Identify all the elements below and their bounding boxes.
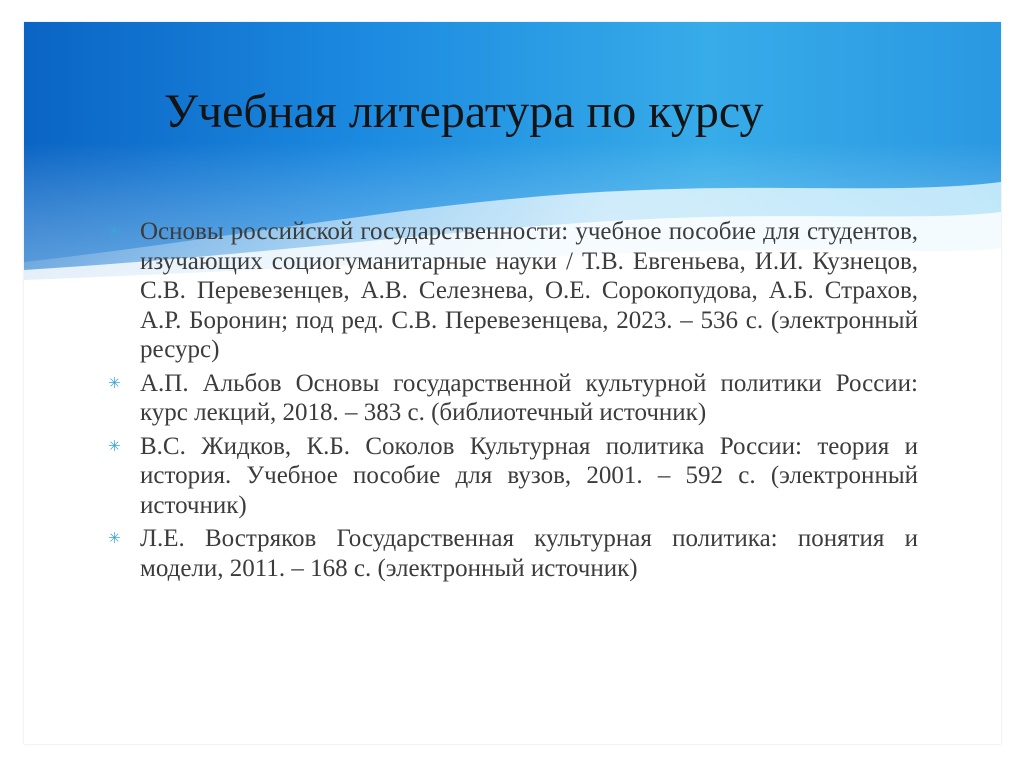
asterisk-bullet-icon: ✳ <box>108 529 121 547</box>
list-item <box>108 524 918 583</box>
asterisk-bullet-icon: ✳ <box>108 373 121 392</box>
list-item-text: Л.Е. Востряков Государственная культурная политика: понятия и модели, 2011. – 168 с. (электронный источник) <box>140 525 918 582</box>
list-item-text: Основы российской государственности: учебное пособие для студентов, изучающих социогуманитарные науки / Т.В. Евгеньева, И.И. Кузнецов, С.В. Перевезенцев, А.В. Селезнева, О.Е. Сорокопудова, А.Б. Страхов, А.Р. Боронин; под ред. С.В. Перевезенцева, 2023. – 536 с. (электронный ресурс) <box>140 218 918 363</box>
list-item-text: А.П. Альбов Основы государственной культурной политики России: курс лекций, 2018. – 383 с. (библиотечный источник) <box>140 369 918 426</box>
asterisk-bullet-icon: ✳ <box>108 222 121 240</box>
list-item <box>108 432 918 521</box>
slide-title: Учебная литература по курсу <box>164 85 764 138</box>
list-item <box>108 217 918 365</box>
list-item <box>108 369 918 428</box>
literature-list <box>108 217 918 587</box>
asterisk-bullet-icon: ✳ <box>108 436 121 455</box>
list-item-text: В.С. Жидков, К.Б. Соколов Культурная политика России: теория и история. Учебное пособие для вузов, 2001. – 592 с. (электронный источник) <box>140 432 918 519</box>
presentation-slide <box>24 22 1001 744</box>
